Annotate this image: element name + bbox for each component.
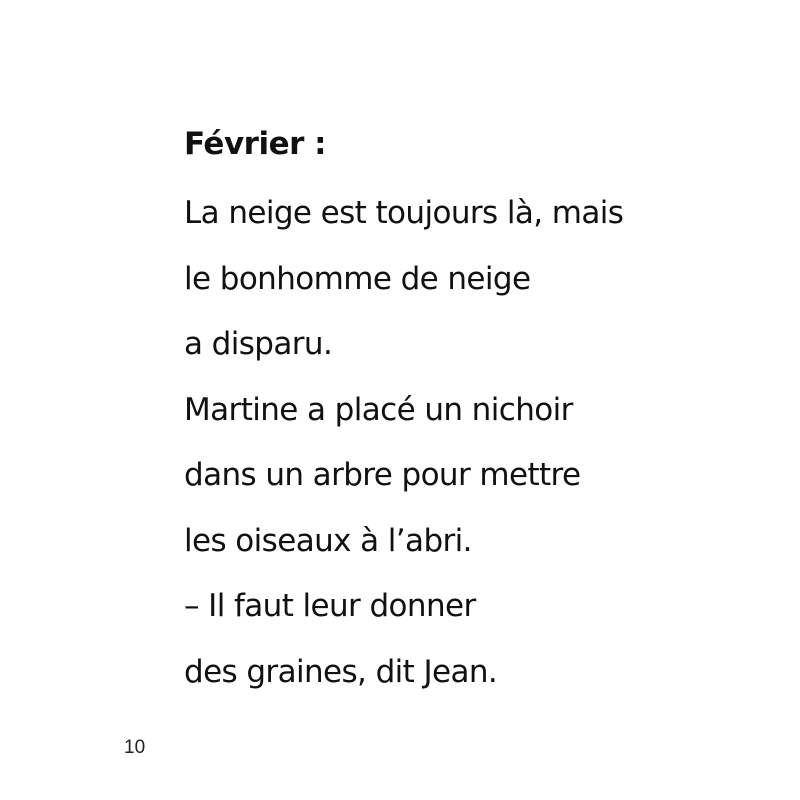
text-line: les oiseaux à l’abri. — [184, 522, 472, 559]
text-line: dans un arbre pour mettre — [184, 457, 581, 493]
month-heading: Février : — [184, 126, 327, 162]
text-line: – Il faut leur donner — [184, 588, 476, 624]
text-line: La neige est toujours là, mais — [184, 195, 624, 231]
story-text — [184, 122, 744, 705]
page-number: 10 — [124, 737, 146, 758]
text-line: Martine a placé un nichoir — [184, 391, 573, 428]
text-line: des graines, dit Jean. — [184, 653, 498, 690]
text-line: a disparu. — [184, 326, 333, 362]
text-line: le bonhomme de neige — [184, 260, 531, 297]
